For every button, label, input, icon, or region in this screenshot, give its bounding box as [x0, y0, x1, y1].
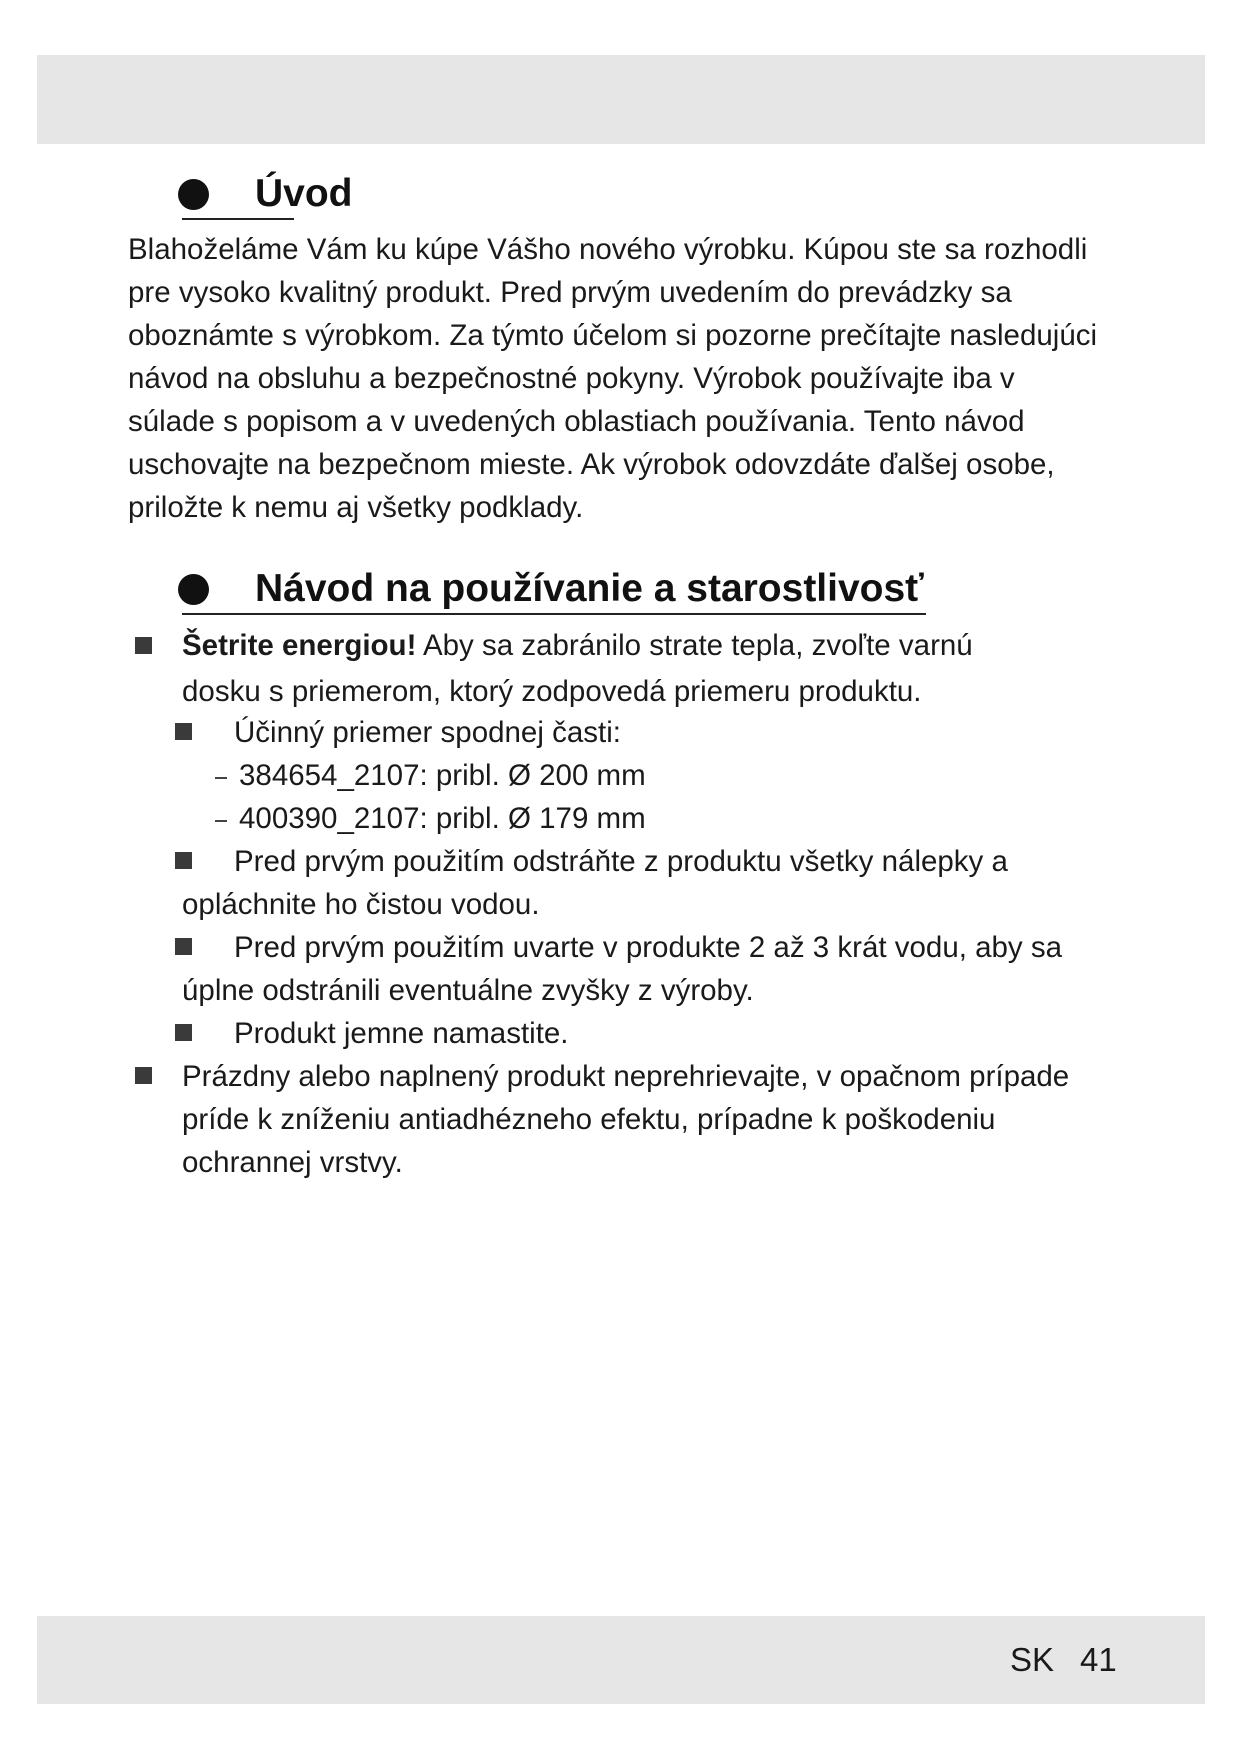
intro-line: návod na obsluhu a bezpečnostné pokyny. Výrobok používajte iba v	[128, 362, 1015, 395]
list-item-overheat-cont: príde k zníženiu antiadhézneho efektu, prípadne k poškodeniu	[182, 1103, 996, 1136]
intro-line: priložte k nemu aj všetky podklady.	[128, 491, 584, 524]
page-number: 41	[1080, 1641, 1117, 1678]
intro-heading	[178, 170, 478, 230]
list-item-energy	[182, 624, 973, 667]
bullet-dot-icon	[178, 574, 209, 605]
sub-item-size-1: 384654_2107: pribl. Ø 200 mm	[239, 759, 646, 792]
sub-item-grease: Produkt jemne namastite.	[234, 1017, 569, 1050]
square-bullet-icon	[175, 938, 192, 955]
intro-line: pre vysoko kvalitný produkt. Pred prvým uvedením do prevádzky sa	[128, 276, 1012, 309]
energy-bold-text: Šetrite energiou!	[182, 629, 417, 662]
list-item-overheat: Prázdny alebo naplnený produkt neprehrievajte, v opačnom prípade	[182, 1060, 1070, 1093]
page-footer	[1010, 1637, 1117, 1683]
dash-icon	[215, 820, 227, 822]
intro-line: súlade s popisom a v uvedených oblastiach používania. Tento návod	[128, 405, 1025, 438]
intro-line: Blahoželáme Vám ku kúpe Vášho nového výrobku. Kúpou ste sa rozhodli	[128, 233, 1088, 266]
sub-item-boil: Pred prvým použitím uvarte v produkte 2 až 3 krát vodu, aby sa	[234, 931, 1063, 964]
sub-item-size-2: 400390_2107: pribl. Ø 179 mm	[239, 802, 646, 835]
list-item-energy-cont: dosku s priemerom, ktorý zodpovedá priemeru produktu.	[182, 675, 922, 708]
care-title: Návod na používanie a starostlivosť	[255, 567, 924, 610]
sub-item-diameter: Účinný priemer spodnej časti:	[234, 716, 621, 749]
bullet-dot-icon	[178, 179, 209, 210]
intro-line: oboznámte s výrobkom. Za týmto účelom si pozorne prečítajte nasledujúci	[128, 319, 1098, 352]
page-header-band	[37, 55, 1205, 144]
heading-underline	[182, 613, 926, 615]
square-bullet-icon	[175, 1024, 192, 1041]
sub-item-boil-cont: úplne odstránili eventuálne zvyšky z výroby.	[182, 974, 754, 1007]
heading-underline	[182, 218, 294, 220]
dash-icon	[215, 777, 227, 779]
square-bullet-icon	[175, 723, 192, 740]
care-heading	[178, 565, 1038, 625]
square-bullet-icon	[135, 637, 152, 654]
intro-line: uschovajte na bezpečnom mieste. Ak výrobok odovzdáte ďalšej osobe,	[128, 448, 1055, 481]
energy-text: Aby sa zabránilo strate tepla, zvoľte varnú	[416, 629, 973, 662]
list-item-overheat-cont: ochrannej vrstvy.	[182, 1146, 403, 1179]
sub-item-stickers-cont: opláchnite ho čistou vodou.	[182, 888, 540, 921]
language-code: SK	[1010, 1641, 1055, 1678]
sub-item-stickers: Pred prvým použitím odstráňte z produktu všetky nálepky a	[234, 845, 1008, 878]
square-bullet-icon	[135, 1067, 152, 1084]
square-bullet-icon	[175, 852, 192, 869]
intro-paragraph	[128, 228, 1128, 529]
intro-title: Úvod	[255, 172, 353, 215]
